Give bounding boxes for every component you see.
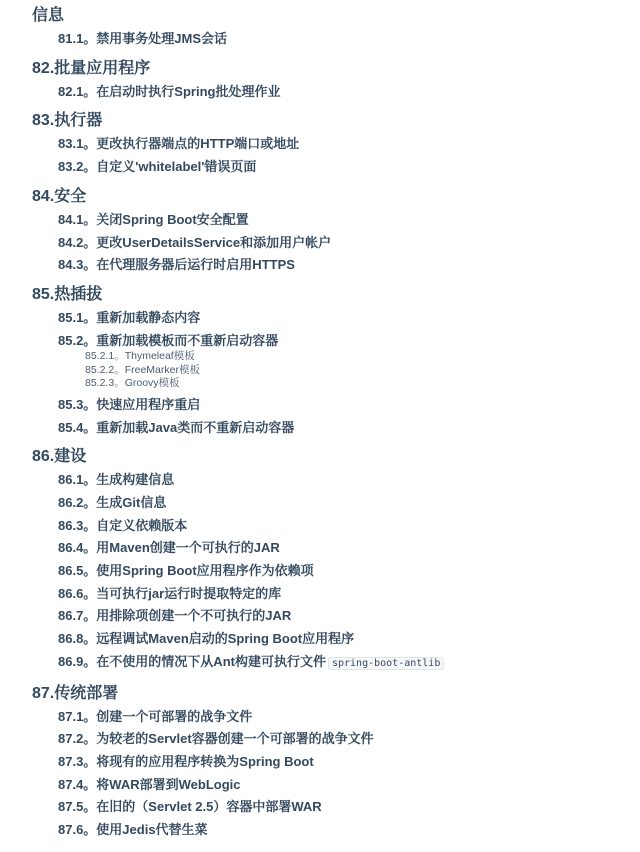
section-heading[interactable]: 87.传统部署 bbox=[32, 684, 119, 702]
toc-item-link[interactable]: 86.7。用排除项创建一个不可执行的JAR bbox=[58, 608, 292, 624]
toc-item-link[interactable]: 86.4。用Maven创建一个可执行的JAR bbox=[58, 540, 280, 556]
toc-item bbox=[58, 605, 640, 628]
toc-item bbox=[58, 583, 640, 606]
section-heading[interactable]: 86.建设 bbox=[32, 448, 87, 466]
toc-item-link[interactable]: 85.2。重新加载模板而不重新启动容器 bbox=[58, 332, 279, 348]
toc-item bbox=[58, 515, 640, 538]
toc-item-link[interactable]: 86.2。生成Git信息 bbox=[58, 494, 167, 510]
toc-item bbox=[58, 560, 640, 583]
toc-item bbox=[58, 819, 640, 842]
toc-item bbox=[58, 330, 640, 353]
toc-section bbox=[32, 682, 640, 842]
toc-item-link[interactable]: 84.2。更改UserDetailsService和添加用户帐户 bbox=[58, 234, 332, 250]
toc-item-link[interactable]: 84.1。关闭Spring Boot安全配置 bbox=[58, 211, 249, 227]
toc-item bbox=[58, 469, 640, 492]
toc-item-link[interactable]: 87.6。使用Jedis代替生菜 bbox=[58, 822, 208, 838]
toc-item-link[interactable]: 85.3。快速应用程序重启 bbox=[58, 396, 201, 412]
toc-item bbox=[58, 728, 640, 751]
section-items bbox=[32, 706, 640, 842]
toc-item-link[interactable]: 86.5。使用Spring Boot应用程序作为依赖项 bbox=[58, 563, 314, 579]
toc-item-link[interactable]: 84.3。在代理服务器后运行时启用HTTPS bbox=[58, 257, 295, 273]
toc-section bbox=[32, 109, 640, 178]
section-items bbox=[32, 307, 640, 439]
toc-subitem-link[interactable]: 85.2.2。FreeMarker模板 bbox=[85, 363, 200, 376]
toc-item-link[interactable]: 85.4。重新加载Java类而不重新启动容器 bbox=[58, 419, 295, 435]
toc-item-link[interactable]: 87.3。将现有的应用程序转换为Spring Boot bbox=[58, 753, 314, 769]
toc-item-link[interactable]: 87.1。创建一个可部署的战争文件 bbox=[58, 708, 253, 724]
toc-item bbox=[58, 394, 640, 417]
toc-item bbox=[58, 651, 640, 676]
toc-item bbox=[58, 417, 640, 440]
toc-item-link[interactable]: 86.1。生成构建信息 bbox=[58, 472, 175, 488]
toc-item-link[interactable]: 82.1。在启动时执行Spring批处理作业 bbox=[58, 83, 281, 99]
section-heading[interactable]: 82.批量应用程序 bbox=[32, 59, 151, 77]
toc-item-link[interactable]: 86.9。在不使用的情况下从Ant构建可执行文件 bbox=[58, 653, 326, 669]
toc-item bbox=[58, 774, 640, 797]
section-heading[interactable]: 84.安全 bbox=[32, 187, 87, 205]
toc-item bbox=[58, 28, 640, 51]
toc-item-link[interactable]: 83.2。自定义'whitelabel'错误页面 bbox=[58, 159, 257, 175]
toc-item bbox=[58, 209, 640, 232]
section-items bbox=[32, 28, 640, 51]
toc-item-link[interactable]: 81.1。禁用事务处理JMS会话 bbox=[58, 31, 228, 46]
toc-item bbox=[58, 81, 640, 104]
toc-item-link[interactable]: 87.2。为较老的Servlet容器创建一个可部署的战争文件 bbox=[58, 731, 374, 747]
toc-section bbox=[32, 185, 640, 277]
toc-section bbox=[32, 283, 640, 439]
toc-item-link[interactable]: 86.8。远程调试Maven启动的Spring Boot应用程序 bbox=[58, 631, 355, 647]
section-items bbox=[32, 133, 640, 178]
section-items bbox=[32, 469, 640, 675]
section-items bbox=[32, 209, 640, 277]
toc-item-link[interactable]: 87.4。将WAR部署到WebLogic bbox=[58, 776, 241, 792]
toc-item bbox=[58, 492, 640, 515]
toc-item bbox=[58, 133, 640, 156]
section-items bbox=[32, 81, 640, 104]
toc-subitem-link[interactable]: 85.2.3。Groovy模板 bbox=[85, 377, 180, 390]
toc-item bbox=[58, 751, 640, 774]
toc-item-link[interactable]: 85.1。重新加载静态内容 bbox=[58, 309, 201, 325]
toc-item-link[interactable]: 86.3。自定义依赖版本 bbox=[58, 517, 188, 533]
sub-items bbox=[85, 350, 640, 394]
section-heading[interactable]: 信息 bbox=[32, 7, 65, 24]
toc-item bbox=[58, 232, 640, 255]
toc-section bbox=[32, 57, 640, 104]
toc-subitem-link[interactable]: 85.2.1。Thymeleaf模板 bbox=[85, 350, 195, 363]
toc-item bbox=[58, 156, 640, 179]
toc-item bbox=[58, 796, 640, 819]
toc-item-link[interactable]: 86.6。当可执行jar运行时提取特定的库 bbox=[58, 585, 282, 601]
toc-item bbox=[58, 537, 640, 560]
toc-item bbox=[58, 706, 640, 729]
toc-section bbox=[32, 445, 640, 675]
inline-code: spring-boot-antlib bbox=[328, 657, 444, 670]
toc-item-link[interactable]: 87.5。在旧的（Servlet 2.5）容器中部署WAR bbox=[58, 799, 322, 815]
section-heading[interactable]: 85.热插拔 bbox=[32, 285, 103, 303]
toc-item bbox=[58, 307, 640, 330]
toc-item-link[interactable]: 83.1。更改执行器端点的HTTP端口或地址 bbox=[58, 136, 300, 152]
toc-section bbox=[32, 4, 640, 51]
toc-item bbox=[58, 628, 640, 651]
section-heading[interactable]: 83.执行器 bbox=[32, 112, 103, 130]
toc-item bbox=[58, 254, 640, 277]
